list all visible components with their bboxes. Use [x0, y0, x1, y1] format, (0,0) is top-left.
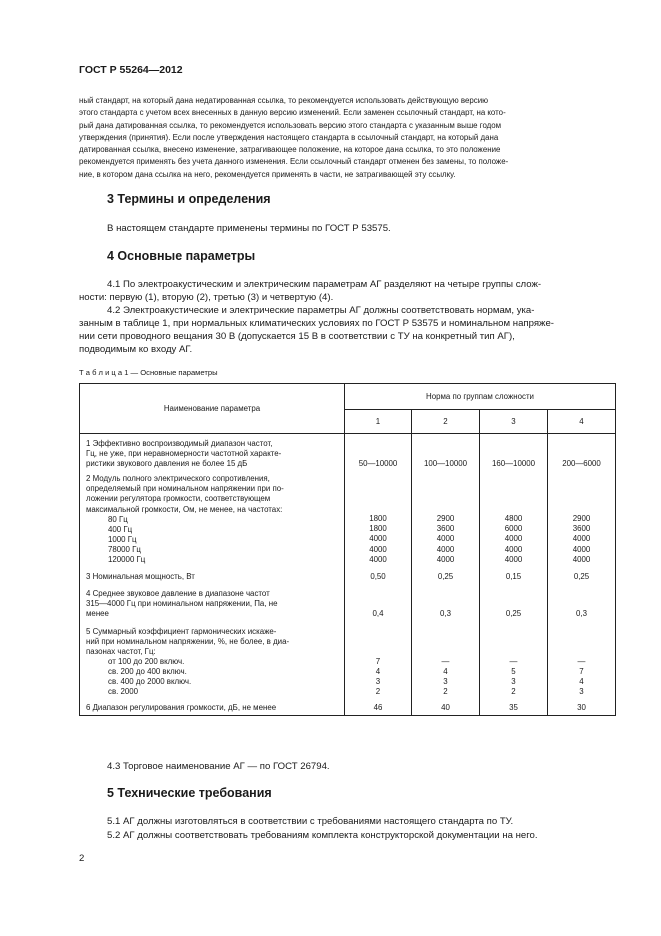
table-cell-value: 3600: [436, 524, 455, 534]
table-cell-value: 4: [579, 676, 584, 686]
table-cell-value: 4: [443, 666, 448, 676]
table-cell-value: 3: [443, 676, 448, 686]
intro-line: ный стандарт, на который дана недатированная ссылка, то рекомендуется использовать действующую версию: [79, 96, 489, 105]
row-sub-label: 120000 Гц: [108, 555, 146, 565]
table-cell-value: 4800: [504, 514, 523, 524]
row-name-line: Гц, не уже, при неравномерности частотной характе-: [86, 449, 282, 459]
table-cell: [548, 469, 616, 565]
table-cell-value: —: [441, 656, 450, 666]
table-row: [80, 469, 616, 565]
column-header-group: Норма по группам сложности: [345, 384, 616, 410]
row-name-line: 5 Суммарный коэффициент гармонических искаже-: [86, 626, 277, 636]
table-cell: 40: [412, 697, 480, 716]
table-cell-value: 4000: [369, 554, 387, 564]
paragraph-4-1: [79, 278, 615, 304]
row-name: [80, 434, 345, 470]
table-cell: 0,3: [412, 582, 480, 619]
table-cell: 0,50: [345, 565, 412, 582]
table-cell: 0,25: [548, 565, 616, 582]
intro-line: утверждения (принятия). Если после утверждения настоящего стандарта в ссылочный стандарт, на который дана: [79, 132, 499, 142]
row-name-line: ристики звукового давления не более 15 дБ: [86, 459, 248, 469]
row-name-line: 2 Модуль полного электрического сопротивления,: [86, 474, 270, 484]
parameters-table: [79, 383, 616, 716]
intro-line: датированная ссылка, внесено изменение, затрагивающее положение, на которое дана ссылка, то это положение: [79, 145, 501, 155]
column-header-group-4: 4: [548, 410, 616, 434]
table-cell-value: 7: [579, 666, 584, 676]
row-name: [80, 582, 345, 619]
table-cell-value: 2: [375, 686, 381, 696]
table-cell-value: 1800: [369, 514, 387, 524]
row-sub-label: св. 400 до 2000 включ.: [108, 676, 192, 686]
table-row: [80, 620, 616, 698]
section-5-heading: 5 Технические требования: [107, 786, 272, 800]
column-header-name: Наименование параметра: [80, 384, 345, 434]
section-4-heading: 4 Основные параметры: [107, 249, 256, 263]
table-cell: [412, 469, 480, 565]
row-name-line: 4 Среднее звуковое давление в диапазоне частот: [86, 589, 270, 599]
table-cell: 0,25: [412, 565, 480, 582]
row-name-line: 315—4000 Гц при номинальном напряжении, Па, не: [86, 599, 278, 609]
table-cell: [548, 620, 616, 698]
table-cell-value: 4000: [504, 544, 523, 554]
paragraph-4-1-line: 4.1 По электроакустическим и электрическим параметрам АГ разделяют на четыре группы слож-: [107, 279, 542, 290]
intro-line: этого стандарта с учетом всех внесенных в данную версию изменений. Если заменен ссылочный стандарт, на кото-: [79, 108, 506, 118]
section-3-heading: 3 Термины и определения: [107, 192, 271, 206]
intro-line: рекомендуется применять без учета данного изменения. Если ссылочный стандарт отменен без замены, то положе-: [79, 157, 509, 167]
table-row: [80, 565, 616, 582]
paragraph-5-1: 5.1 АГ должны изготовляться в соответствии с требованиями настоящего стандарта по ТУ.: [107, 816, 514, 827]
table-cell: 0,25: [480, 582, 548, 619]
table-cell-value: 2: [443, 686, 448, 696]
table-cell: 46: [345, 697, 412, 716]
table-cell-value: —: [509, 656, 518, 666]
table-cell-value: 3: [375, 676, 381, 686]
row-name: [80, 469, 345, 565]
column-header-group-1: 1: [345, 410, 412, 434]
table-cell-value: 4000: [572, 534, 591, 544]
table-cell-value: 4000: [369, 544, 387, 554]
row-sub-label: 1000 Гц: [108, 534, 137, 544]
intro-line: ние, в котором дана ссылка на него, рекомендуется применять в части, не затрагивающей эту ссылку.: [79, 169, 456, 179]
table-row: [80, 697, 616, 716]
table-cell-value: 4000: [436, 534, 455, 544]
table-cell: 35: [480, 697, 548, 716]
row-name-line: максимальной громкости, Ом, не менее, на частотах:: [86, 504, 283, 514]
table-cell-value: 4000: [504, 554, 523, 564]
table-cell-value: 1800: [369, 524, 387, 534]
column-header-group-2: 2: [412, 410, 480, 434]
table-cell-value: 4000: [572, 544, 591, 554]
paragraph-4-2: [79, 304, 615, 356]
row-name-line: ний при номинальном напряжении, %, не более, в диа-: [86, 636, 290, 646]
table-cell: [345, 469, 412, 565]
paragraph-4-2-line: занным в таблице 1, при нормальных климатических условиях по ГОСТ Р 53575 и номинальном напряже-: [79, 318, 554, 329]
paragraph-4-1-line: ности: первую (1), вторую (2), третью (3) и четвертую (4).: [79, 292, 334, 303]
table-cell: 200—6000: [548, 434, 616, 470]
table-cell-value: 4000: [436, 544, 455, 554]
table-cell: [345, 620, 412, 698]
table-cell: 100—10000: [412, 434, 480, 470]
table-cell-value: 3: [579, 686, 584, 696]
row-name: [80, 565, 345, 582]
paragraph-4-2-line: 4.2 Электроакустические и электрические параметры АГ должны соответствовать нормам, ука-: [107, 305, 535, 316]
table-cell-value: 6000: [504, 524, 523, 534]
table-cell: [480, 469, 548, 565]
table-caption: Т а б л и ц а 1 — Основные параметры: [79, 368, 218, 377]
row-name-line: определяемый при номинальном напряжении при по-: [86, 484, 284, 494]
table-cell-value: 4: [375, 666, 381, 676]
table-cell-value: 2: [511, 686, 516, 696]
paragraph-4-2-line: нии сети проводного вещания 30 В (допускается 15 В в соответствии с ТУ на конкретный тип АГ),: [79, 331, 515, 342]
table-row: [80, 434, 616, 470]
row-sub-label: 78000 Гц: [108, 544, 141, 554]
row-sub-label: от 100 до 200 включ.: [108, 656, 185, 666]
table-cell: 0,15: [480, 565, 548, 582]
table-cell: 160—10000: [480, 434, 548, 470]
table-cell-value: 4000: [436, 554, 455, 564]
table-cell: [480, 620, 548, 698]
page-number: 2: [79, 853, 85, 864]
row-name-line: ложении регулятора громкости, соответствующем: [86, 494, 271, 504]
table-cell-value: 2900: [436, 514, 455, 524]
table-cell-value: 7: [375, 656, 381, 666]
table-cell-value: 3600: [572, 524, 591, 534]
row-sub-label: св. 2000: [108, 687, 139, 697]
table-cell-value: 5: [511, 666, 516, 676]
intro-paragraph: [79, 95, 615, 181]
table-cell-value: 3: [511, 676, 516, 686]
row-name-line: менее: [86, 609, 109, 619]
row-name: [80, 620, 345, 698]
row-sub-label: 400 Гц: [108, 524, 133, 534]
paragraph-4-3: 4.3 Торговое наименование АГ — по ГОСТ 26794.: [107, 761, 330, 772]
table-cell: 50—10000: [345, 434, 412, 470]
table-cell-value: 4000: [572, 554, 591, 564]
column-header-group-3: 3: [480, 410, 548, 434]
table-cell: 0,4: [345, 582, 412, 619]
paragraph-4-2-line: подводимым ко входу АГ.: [79, 344, 193, 355]
intro-line: рый дана датированная ссылка, то рекомендуется использовать версию этого стандарта с указанным выше годом: [79, 120, 502, 130]
table-row: [80, 582, 616, 619]
row-sub-label: св. 200 до 400 включ.: [108, 666, 187, 676]
table-cell-value: 2900: [572, 514, 591, 524]
table-cell: 30: [548, 697, 616, 716]
row-name-line: 1 Эффективно воспроизводимый диапазон частот,: [86, 439, 273, 448]
row-name-line: 6 Диапазон регулирования громкости, дБ, не менее: [86, 703, 277, 713]
table-cell: [412, 620, 480, 698]
table-cell-value: —: [577, 656, 586, 666]
row-name: [80, 697, 345, 716]
row-name-line: пазонах частот, Гц:: [86, 646, 156, 656]
paragraph-5-2: 5.2 АГ должны соответствовать требованиям комплекта конструкторской документации на него.: [107, 830, 538, 841]
section-3-text: В настоящем стандарте применены термины по ГОСТ Р 53575.: [107, 223, 391, 234]
table-cell-value: 4000: [504, 534, 523, 544]
table-cell: 0,3: [548, 582, 616, 619]
document-header: ГОСТ Р 55264—2012: [79, 64, 183, 76]
table-cell-value: 4000: [369, 534, 387, 544]
row-sub-label: 80 Гц: [108, 514, 128, 524]
row-name-line: 3 Номинальная мощность, Вт: [86, 572, 195, 582]
